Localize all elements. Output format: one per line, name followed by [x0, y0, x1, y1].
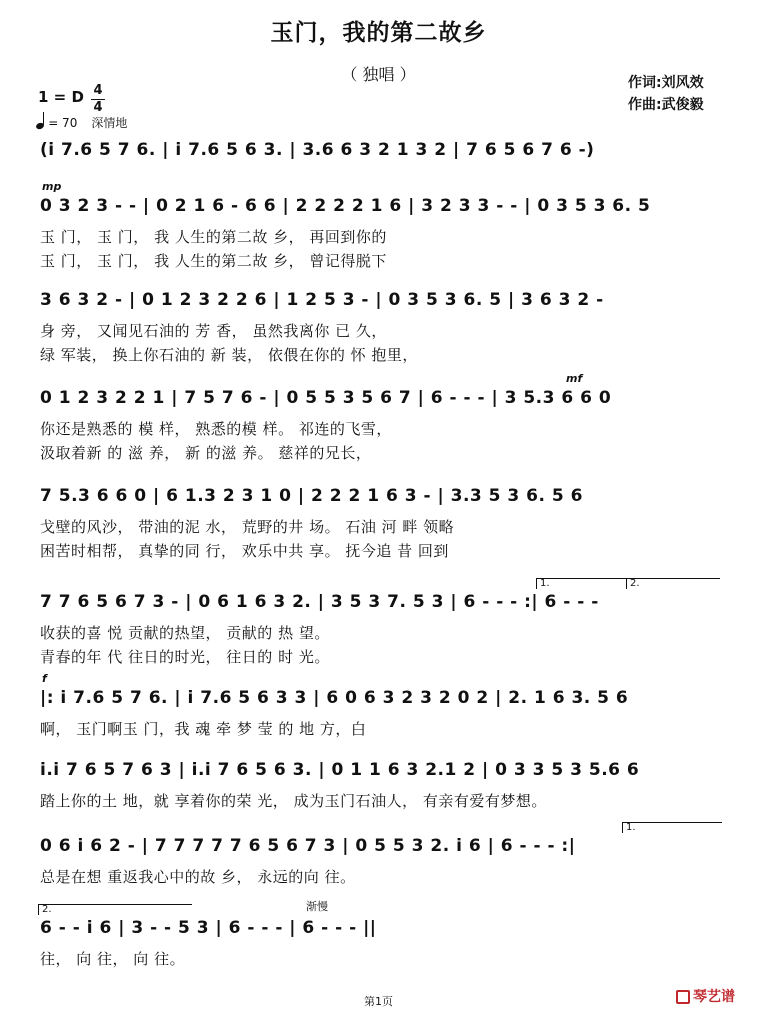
- lyric-line: 青春的年 代 往日的时光， 往日的 时 光。: [40, 648, 330, 666]
- subtitle: （ 独唱 ）: [341, 65, 416, 84]
- ritardando-mark: 渐慢: [306, 900, 328, 913]
- lyric-line: 汲取着新 的 滋 养， 新 的滋 养。 慈祥的兄长，: [40, 444, 372, 462]
- page-number: 第1页: [364, 995, 393, 1008]
- expression: 深情地: [91, 116, 128, 130]
- lyric-line: 踏上你的土 地，就 享着你的荣 光， 成为玉门石油人， 有亲有爱有梦想。: [40, 792, 547, 810]
- volta-bracket: 2.: [626, 578, 720, 589]
- time-signature: [90, 84, 106, 115]
- lyric-line: 你还是熟悉的 模 样， 熟悉的模 样。 祁连的飞雪，: [40, 420, 392, 438]
- notation-row: |: i 7.6 5 7 6. | i 7.6 5 6 3 3 | 6 0 6 3 2 3 2 0 2 | 2. 1 6 3. 5 6: [40, 688, 629, 708]
- dynamic-mark: f: [42, 672, 47, 685]
- notation-row: 0 3 2 3 - - | 0 2 1 6 - 6 6 | 2 2 2 2 1 6 | 3 2 3 3 - - | 0 3 5 3 6. 5: [40, 196, 651, 216]
- lyric-line: 戈壁的风沙， 带油的泥 水， 荒野的井 场。 石油 河 畔 领略: [40, 518, 455, 536]
- notation-row: 3 6 3 2 - | 0 1 2 3 2 2 6 | 1 2 5 3 - | 0 3 5 3 6. 5 | 3 6 3 2 -: [40, 290, 604, 310]
- volta-bracket: 1.: [536, 578, 626, 589]
- volta-bracket: 2.: [38, 904, 192, 915]
- tempo-mark: [36, 114, 127, 131]
- notation-row: 6 - - i 6 | 3 - - 5 3 | 6 - - - | 6 - - - ||: [40, 918, 377, 938]
- meter-bottom: 4: [93, 100, 103, 115]
- lyric-line: 绿 军装， 换上你石油的 新 装， 依偎在你的 怀 抱里，: [40, 346, 418, 364]
- dynamic-mark: mp: [42, 180, 62, 193]
- lyricist: 作词:刘风效: [628, 75, 704, 91]
- lyric-line: 啊， 玉门啊玉 门，我 魂 牵 梦 莹 的 地 方，白: [40, 720, 367, 738]
- logo-text: 琴艺谱: [693, 989, 735, 1005]
- tempo-value: = 70: [48, 116, 78, 130]
- lyric-line: 困苦时相帮， 真挚的同 行， 欢乐中共 享。 抚今追 昔 回到: [40, 542, 449, 560]
- site-logo: [676, 986, 735, 1006]
- lyric-line: 往， 向 往， 向 往。: [40, 950, 186, 968]
- note-stem: [43, 112, 44, 125]
- lyric-line: 玉 门， 玉 门， 我 人生的第二故 乡， 曾记得脱下: [40, 252, 387, 270]
- meter-top: 4: [93, 83, 103, 98]
- notation-row: i.i 7 6 5 7 6 3 | i.i 7 6 5 6 3. | 0 1 1 6 3 2.1 2 | 0 3 3 5 3 5.6 6: [40, 760, 640, 780]
- notation-row: 7 5.3 6 6 0 | 6 1.3 2 3 1 0 | 2 2 2 1 6 3 - | 3.3 5 3 6. 5 6: [40, 486, 583, 506]
- lyric-line: 身 旁， 又闻见石油的 芳 香， 虽然我离你 已 久，: [40, 322, 387, 340]
- lyric-line: 收获的喜 悦 贡献的热望， 贡献的 热 望。: [40, 624, 330, 642]
- volta-bracket: 1.: [622, 822, 722, 833]
- composer: 作曲:武俊毅: [628, 97, 704, 113]
- logo-icon: [676, 990, 690, 1004]
- notation-row: (i 7.6 5 7 6. | i 7.6 5 6 3. | 3.6 6 3 2 1 3 2 | 7 6 5 6 7 6 -): [40, 140, 595, 160]
- notation-row: 7 7 6 5 6 7 3 - | 0 6 1 6 3 2. | 3 5 3 7. 5 3 | 6 - - - :| 6 - - -: [40, 592, 599, 612]
- key-signature: 1 = D: [38, 88, 84, 106]
- song-title: 玉门，我的第二故乡: [270, 20, 487, 46]
- dynamic-mark: mf: [566, 372, 583, 385]
- lyric-line: 玉 门， 玉 门， 我 人生的第二故 乡， 再回到你的: [40, 228, 387, 246]
- notation-row: 0 1 2 3 2 2 1 | 7 5 7 6 - | 0 5 5 3 5 6 7 | 6 - - - | 3 5.3 6 6 0: [40, 388, 612, 408]
- notation-row: 0 6 i 6 2 - | 7 7 7 7 7 6 5 6 7 3 | 0 5 5 3 2. i 6 | 6 - - - :|: [40, 836, 576, 856]
- lyric-line: 总是在想 重返我心中的故 乡， 永远的向 往。: [40, 868, 356, 886]
